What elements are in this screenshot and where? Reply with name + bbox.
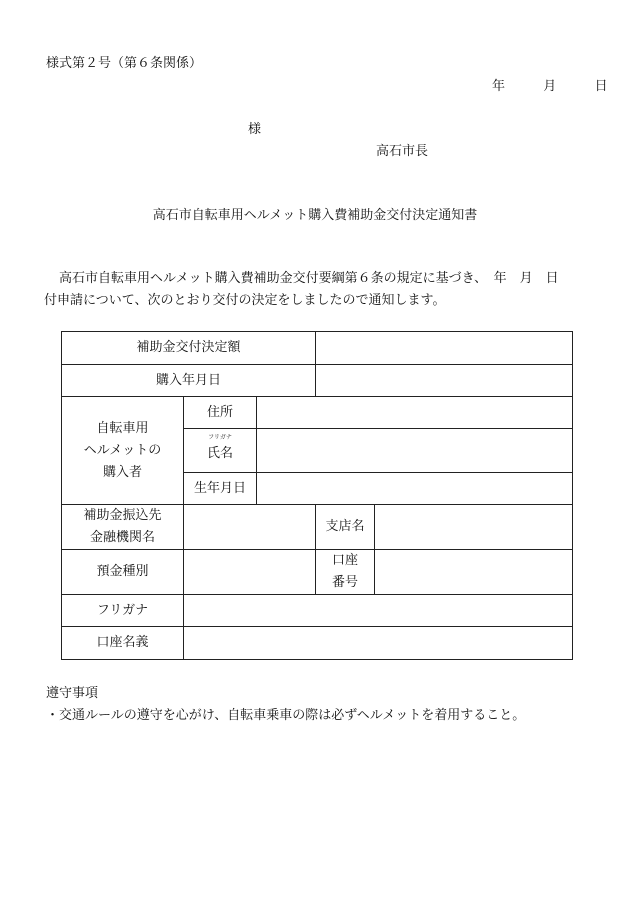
account-number-label — [316, 550, 375, 595]
deposit-type-value[interactable] — [184, 550, 316, 595]
table-row — [62, 505, 573, 550]
issuer: 高石市長 — [376, 144, 429, 159]
bank-label-line-1: 補助金振込先 — [83, 508, 162, 523]
addressee: 様 — [248, 122, 262, 137]
notes-item: ・交通ルールの遵守を心がけ、自転車乗車の際は必ずヘルメットを着用すること。 — [46, 708, 526, 723]
purchaser-label-line-2: ヘルメットの — [83, 442, 162, 458]
name-value[interactable] — [257, 429, 573, 473]
name-ruby: フリガナ — [208, 433, 232, 441]
form-number: 様式第２号（第６条関係） — [46, 56, 203, 71]
bank-label — [62, 505, 184, 550]
birth-date-label: 生年月日 — [184, 473, 257, 505]
bank-value[interactable] — [184, 505, 316, 550]
name-ruby-wrap — [206, 433, 233, 465]
furigana-label: フリガナ — [62, 595, 184, 627]
purchaser-label-line-1: 自転車用 — [96, 420, 149, 436]
date-line — [492, 75, 608, 94]
deposit-type-label: 預金種別 — [62, 550, 184, 595]
table-row — [62, 332, 573, 365]
branch-name-value[interactable] — [375, 505, 573, 550]
account-number-value[interactable] — [375, 550, 573, 595]
address-value[interactable] — [257, 397, 573, 429]
purchase-date-label: 購入年月日 — [62, 365, 316, 397]
name-label — [184, 429, 257, 473]
date-day: 日 — [594, 79, 608, 94]
purchaser-label-line-3: 購入者 — [102, 464, 142, 480]
table-row — [62, 550, 573, 595]
address-label: 住所 — [184, 397, 257, 429]
name-text: 氏名 — [206, 445, 233, 461]
table-row — [62, 627, 573, 660]
grant-amount-label: 補助金交付決定額 — [62, 332, 316, 365]
bank-label-line-2: 金融機関名 — [89, 530, 155, 545]
body-line-1: 高石市自転車用ヘルメット購入費補助金交付要綱第６条の規定に基づき、 年 月 日 — [59, 271, 559, 286]
birth-date-value[interactable] — [257, 473, 573, 505]
purchaser-label — [62, 397, 184, 505]
grant-amount-value[interactable] — [316, 332, 573, 365]
branch-name-label: 支店名 — [316, 505, 375, 550]
grant-info-table — [61, 331, 573, 660]
table-row — [62, 595, 573, 627]
furigana-value[interactable] — [184, 595, 573, 627]
body-line-2: 付申請について、次のとおり交付の決定をしましたので通知します。 — [44, 293, 446, 308]
account-holder-label: 口座名義 — [62, 627, 184, 660]
notes-heading: 遵守事項 — [46, 686, 99, 701]
account-holder-value[interactable] — [184, 627, 573, 660]
table-row — [62, 365, 573, 397]
document-title: 高石市自転車用ヘルメット購入費補助金交付決定通知書 — [152, 208, 478, 223]
date-year: 年 — [492, 79, 506, 94]
table-row — [62, 397, 573, 429]
account-number-label-line-2: 番号 — [332, 575, 359, 590]
account-number-label-line-1: 口座 — [332, 553, 359, 568]
date-month: 月 — [543, 79, 557, 94]
body-text — [44, 268, 589, 312]
purchase-date-value[interactable] — [316, 365, 573, 397]
